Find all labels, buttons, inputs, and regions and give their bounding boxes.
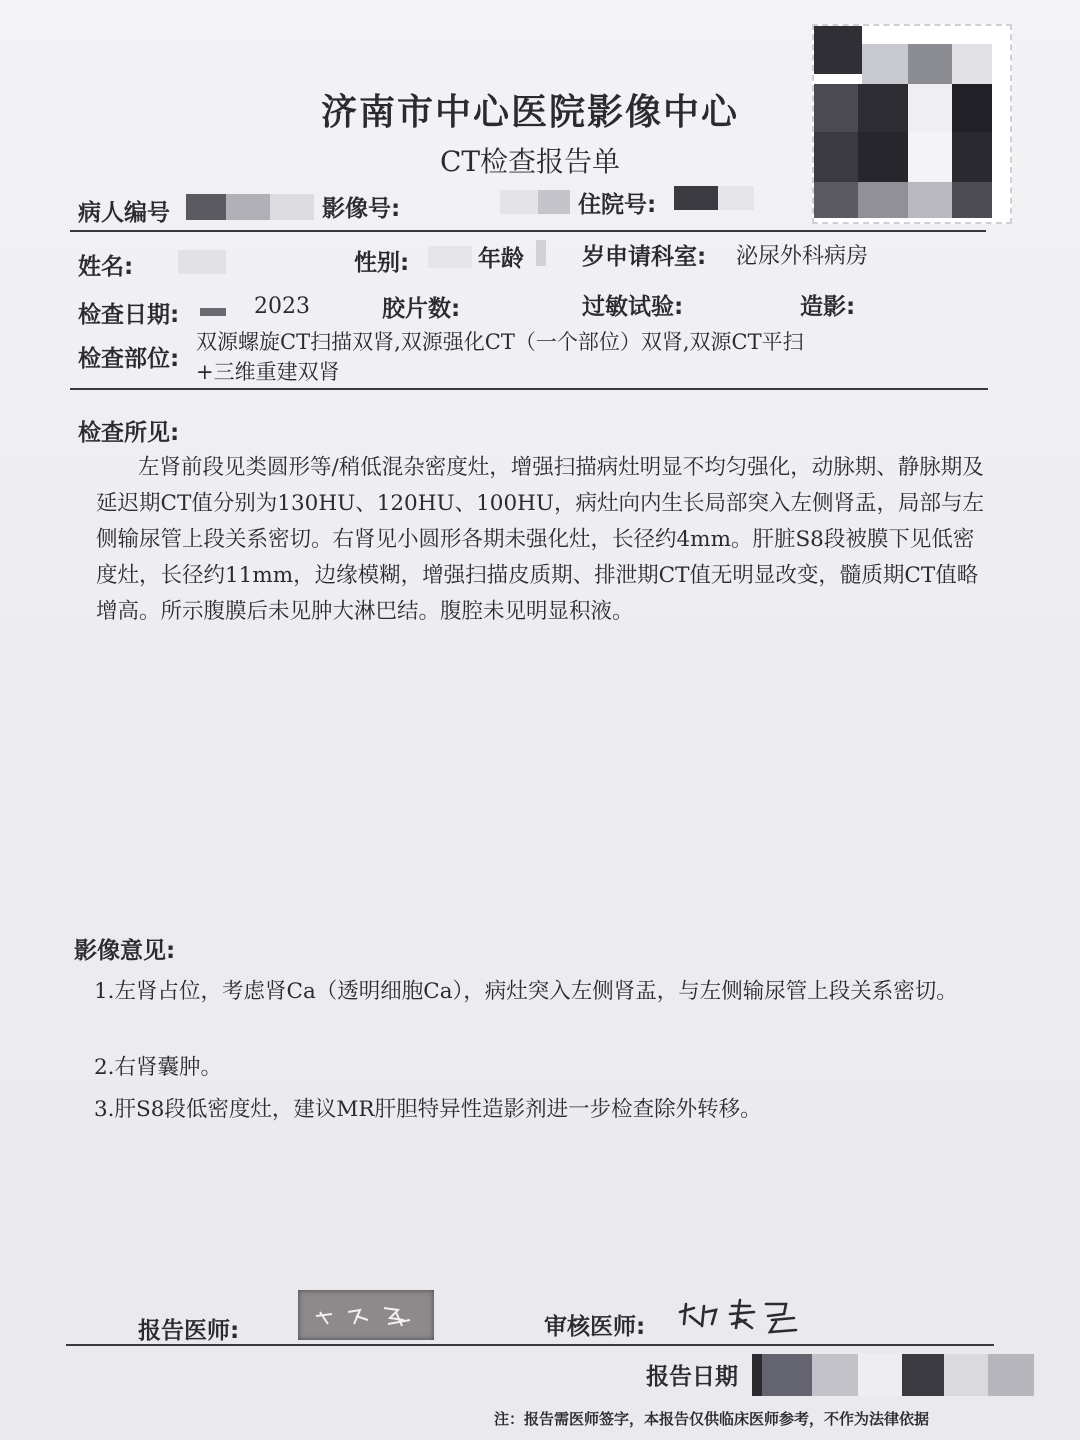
image-no-label: 影像号: bbox=[322, 196, 401, 222]
disclaimer-note: 注：报告需医师签字，本报告仅供临床医师参考，不作为法律依据 bbox=[494, 1410, 930, 1428]
reporter-label: 报告医师: bbox=[138, 1318, 240, 1344]
exam-site-label: 检查部位: bbox=[78, 346, 180, 372]
patient-id-redacted bbox=[186, 194, 314, 220]
findings-divider bbox=[70, 388, 988, 390]
exam-date-value: 2023 bbox=[254, 294, 310, 319]
impression-item-3: 3.肝S8段低密度灶，建议MR肝胆特异性造影剂进一步检查除外转移。 bbox=[94, 1097, 762, 1122]
report-title: CT检查报告单 bbox=[439, 145, 621, 178]
reviewer-signature bbox=[676, 1294, 806, 1338]
admission-no-label: 住院号: bbox=[578, 192, 657, 218]
image-no-redacted bbox=[500, 190, 570, 214]
hospital-title: 济南市中心医院影像中心 bbox=[320, 92, 739, 133]
findings-heading: 检查所见: bbox=[78, 420, 180, 446]
impression-item-2: 2.右肾囊肿。 bbox=[94, 1055, 223, 1080]
header-divider bbox=[70, 230, 986, 232]
name-label: 姓名: bbox=[78, 254, 134, 280]
report-date-redacted bbox=[752, 1354, 1034, 1396]
dept-label: 岁申请科室: bbox=[582, 244, 707, 270]
name-redacted bbox=[178, 250, 226, 274]
age-redacted bbox=[536, 240, 546, 266]
admission-no-redacted bbox=[674, 186, 754, 210]
impression-item-1: 1.左肾占位，考虑肾Ca（透明细胞Ca），病灶突入左侧肾盂，与左侧输尿管上段关系密切。 bbox=[94, 979, 958, 1004]
report-date-label: 报告日期 bbox=[646, 1364, 738, 1390]
exam-date-redacted bbox=[200, 308, 226, 316]
footer-divider bbox=[66, 1344, 994, 1346]
exam-site-line2: +三维重建双肾 bbox=[196, 360, 340, 384]
reporter-signature-stamp bbox=[298, 1290, 434, 1340]
films-label: 胶片数: bbox=[382, 296, 461, 322]
reviewer-label: 审核医师: bbox=[544, 1314, 646, 1340]
age-label: 年龄 bbox=[478, 246, 524, 272]
patient-id-label: 病人编号 bbox=[78, 200, 170, 226]
allergy-label: 过敏试验: bbox=[582, 294, 684, 320]
contrast-label: 造影: bbox=[800, 294, 856, 320]
impression-heading: 影像意见: bbox=[74, 938, 176, 964]
findings-text: 左肾前段见类圆形等/稍低混杂密度灶，增强扫描病灶明显不均匀强化，动脉期、静脉期及延迟期CT值分别为130HU、120HU、100HU，病灶向内生长局部突入左侧肾盂，局部与左侧输尿管上段关系密切。右肾见小圆形各期未强化灶，长径约4mm。肝脏S8段被膜下见低密度灶，长径约11mm，边缘模糊，增强扫描皮质期、排泄期CT值无明显改变，髓质期CT值略增高。所示腹膜后未见肿大淋巴结。腹腔未见明显积液。 bbox=[96, 455, 985, 624]
sex-label: 性别: bbox=[354, 250, 410, 276]
exam-site-line1: 双源螺旋CT扫描双肾,双源强化CT（一个部位）双肾,双源CT平扫 bbox=[196, 330, 804, 354]
sex-redacted bbox=[428, 246, 472, 268]
exam-date-label: 检查日期: bbox=[78, 302, 180, 328]
dept-value: 泌尿外科病房 bbox=[736, 244, 869, 269]
